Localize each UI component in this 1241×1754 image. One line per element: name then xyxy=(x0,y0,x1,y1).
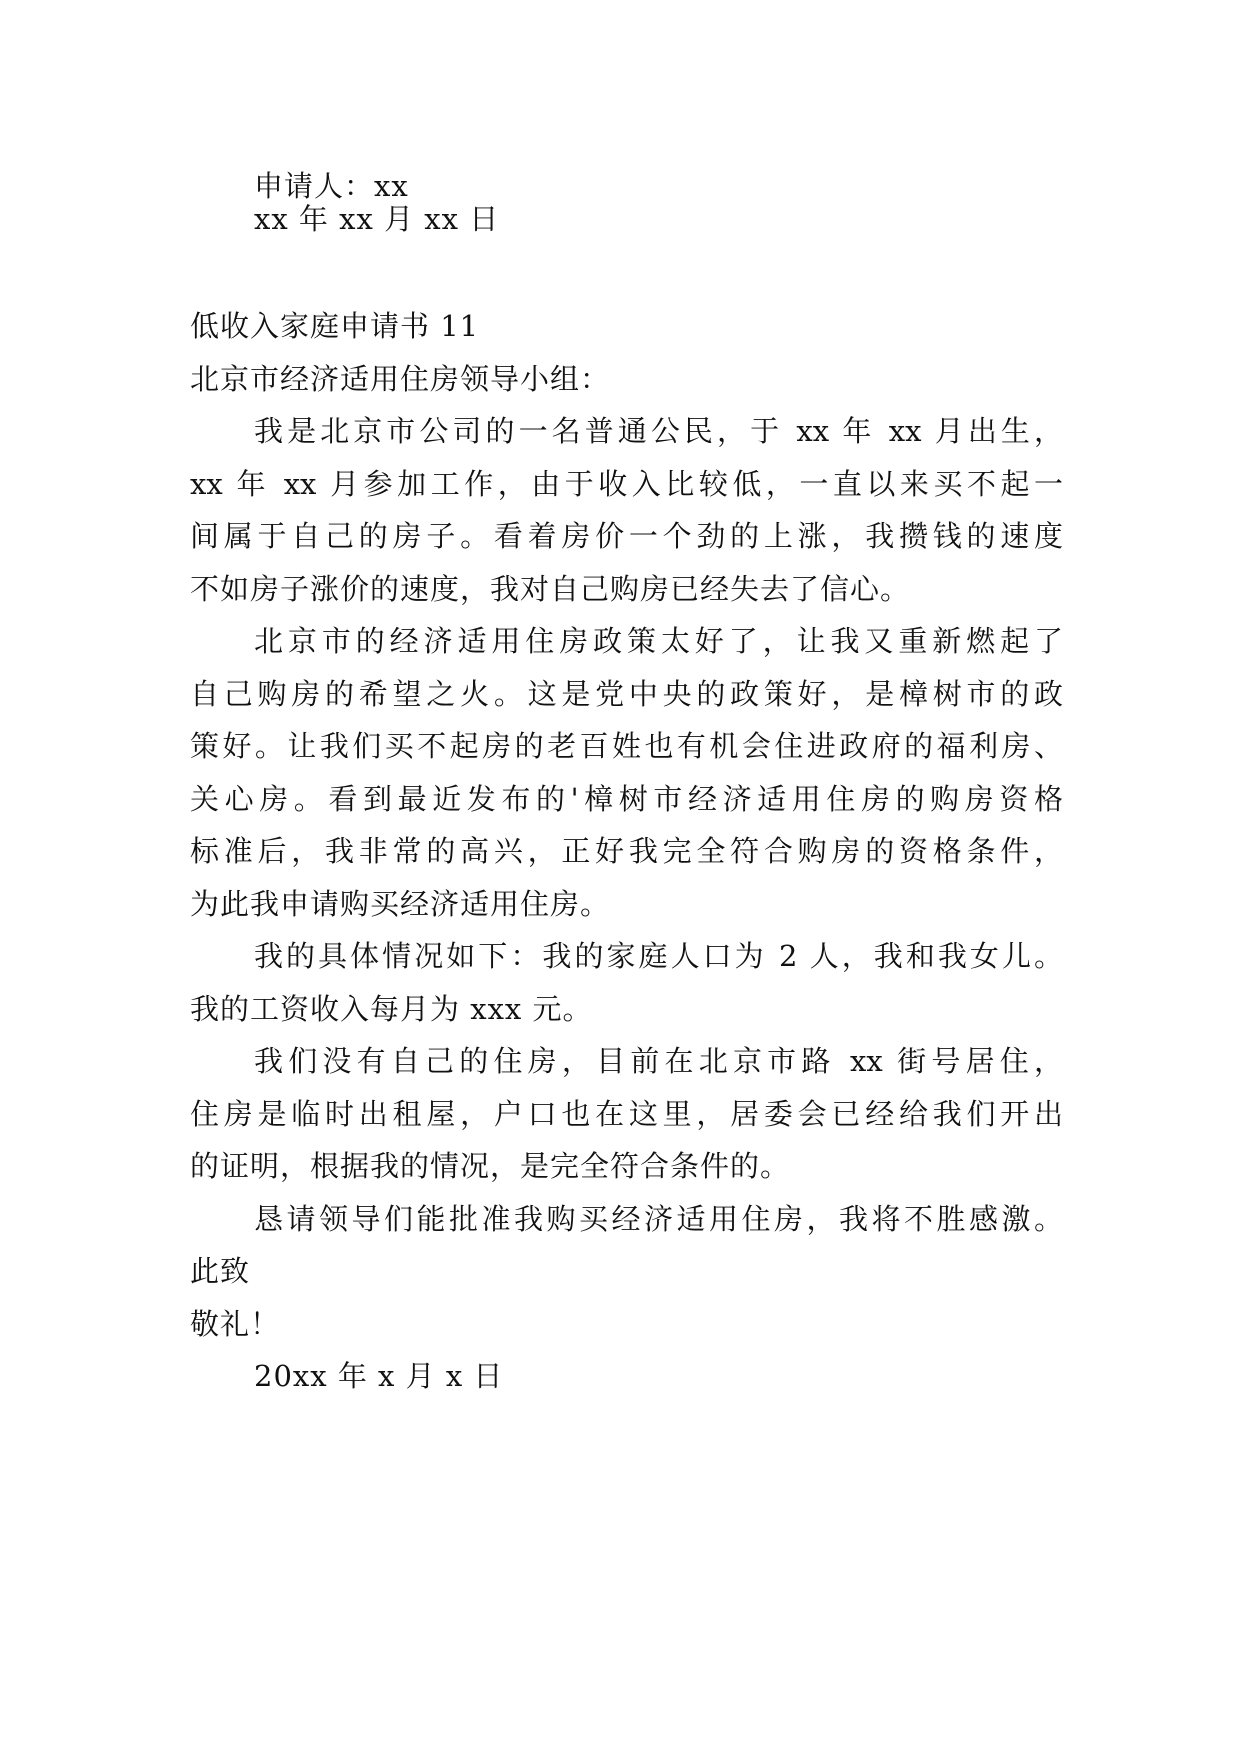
paragraph-line: 标准后，我非常的高兴，正好我完全符合购房的资格条件， xyxy=(190,834,1063,868)
paragraph-line: xx 年 xx 月参加工作，由于收入比较低，一直以来买不起一 xyxy=(190,467,1063,501)
paragraph-line: 我的工资收入每月为 xxx 元。 xyxy=(190,992,593,1026)
paragraph-line: 关心房。看到最近发布的'樟树市经济适用住房的购房资格 xyxy=(190,782,1063,816)
paragraph-line: 自己购房的希望之火。这是党中央的政策好，是樟树市的政 xyxy=(190,677,1063,711)
salutation: 北京市经济适用住房领导小组： xyxy=(190,362,611,396)
paragraph-line: 北京市的经济适用住房政策太好了，让我又重新燃起了 xyxy=(254,624,1063,658)
paragraph-line: 住房是临时出租屋，户口也在这里，居委会已经给我们开出 xyxy=(190,1097,1063,1131)
paragraph-line: 我是北京市公司的一名普通公民，于 xx 年 xx 月出生， xyxy=(254,414,1063,448)
paragraph-line: 策好。让我们买不起房的老百姓也有机会住进政府的福利房、 xyxy=(190,729,1063,763)
paragraph-line: 恳请领导们能批准我购买经济适用住房，我将不胜感激。 xyxy=(254,1202,1063,1236)
paragraph-line: 我的具体情况如下：我的家庭人口为 2 人，我和我女儿。 xyxy=(254,939,1063,973)
paragraph-line: 不如房子涨价的速度，我对自己购房已经失去了信心。 xyxy=(190,572,911,606)
letter-title: 低收入家庭申请书 11 xyxy=(190,309,480,343)
applicant-line: 申请人：xx xyxy=(254,169,409,203)
closing-line: 此致 xyxy=(190,1254,251,1288)
paragraph-line: 我们没有自己的住房，目前在北京市路 xx 街号居住， xyxy=(254,1044,1063,1078)
top-date-line: xx 年 xx 月 xx 日 xyxy=(254,202,500,236)
paragraph-line: 间属于自己的房子。看着房价一个劲的上涨，我攒钱的速度 xyxy=(190,519,1063,553)
letter-date: 20xx 年 x 月 x 日 xyxy=(254,1359,504,1393)
closing-line: 敬礼！ xyxy=(190,1307,281,1341)
paragraph-line: 为此我申请购买经济适用住房。 xyxy=(190,887,611,921)
paragraph-line: 的证明，根据我的情况，是完全符合条件的。 xyxy=(190,1149,791,1183)
